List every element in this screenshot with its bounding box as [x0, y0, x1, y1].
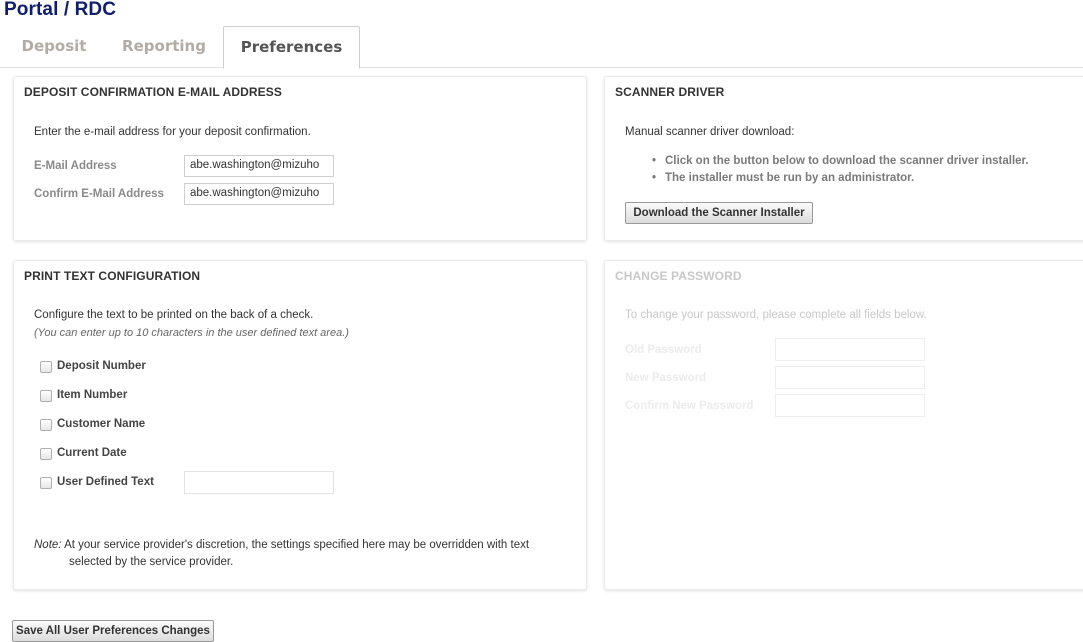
customer-name-checkbox[interactable] [40, 419, 52, 431]
email-panel-title: DEPOSIT CONFIRMATION E-MAIL ADDRESS [24, 85, 282, 99]
note-line1: At your service provider's discretion, the settings specified here may be overridden with text [64, 539, 530, 551]
bullet-item: • The installer must be run by an administrator. [652, 172, 915, 184]
password-panel [604, 260, 1083, 590]
confirm-email-label: Confirm E-Mail Address [34, 188, 164, 200]
tab-divider [0, 67, 1083, 68]
tab-preferences[interactable]: Preferences [223, 26, 360, 69]
old-password-input[interactable] [775, 338, 925, 361]
item-number-label: Item Number [57, 389, 128, 401]
bullet-item: • Click on the button below to download the scanner driver installer. [652, 155, 1029, 167]
print-instruction: Configure the text to be printed on the back of a check. [34, 309, 314, 321]
print-panel [13, 260, 587, 590]
scanner-panel-title: SCANNER DRIVER [615, 85, 725, 99]
app-title: Portal / RDC [4, 0, 117, 20]
password-instruction: To change your password, please complete all fields below. [625, 309, 927, 321]
email-label: E-Mail Address [34, 160, 117, 172]
scanner-bullets [652, 153, 1029, 187]
download-scanner-button[interactable]: Download the Scanner Installer [625, 202, 813, 224]
new-password-label: New Password [625, 372, 707, 384]
old-password-label: Old Password [625, 344, 702, 356]
item-number-checkbox[interactable] [40, 390, 52, 402]
user-defined-text-checkbox[interactable] [40, 477, 52, 489]
email-input[interactable]: abe.washington@mizuho [184, 155, 334, 177]
email-instruction: Enter the e-mail address for your deposit confirmation. [34, 126, 311, 138]
confirm-new-password-label: Confirm New Password [625, 400, 754, 412]
print-panel-title: PRINT TEXT CONFIGURATION [24, 269, 201, 283]
current-date-label: Current Date [57, 447, 127, 459]
note-prefix: Note: [34, 539, 62, 551]
tab-reporting[interactable]: Reporting [122, 37, 206, 55]
tab-deposit[interactable]: Deposit [21, 37, 87, 55]
user-defined-text-label: User Defined Text [57, 476, 154, 488]
deposit-number-label: Deposit Number [57, 360, 146, 372]
email-panel [13, 76, 587, 241]
confirm-email-input[interactable]: abe.washington@mizuho [184, 183, 334, 205]
scanner-instruction: Manual scanner driver download: [625, 126, 795, 138]
user-defined-text-input[interactable] [184, 471, 334, 494]
print-hint: (You can enter up to 10 characters in the user defined text area.) [34, 327, 349, 339]
new-password-input[interactable] [775, 366, 925, 389]
current-date-checkbox[interactable] [40, 448, 52, 460]
scanner-panel [604, 76, 1083, 241]
print-note [34, 539, 529, 551]
password-panel-title: CHANGE PASSWORD [615, 269, 742, 283]
note-line2: selected by the service provider. [69, 556, 234, 568]
confirm-new-password-input[interactable] [775, 394, 925, 417]
save-preferences-button[interactable]: Save All User Preferences Changes [12, 620, 214, 642]
tab-bar [0, 26, 1083, 68]
customer-name-label: Customer Name [57, 418, 146, 430]
deposit-number-checkbox[interactable] [40, 361, 52, 373]
